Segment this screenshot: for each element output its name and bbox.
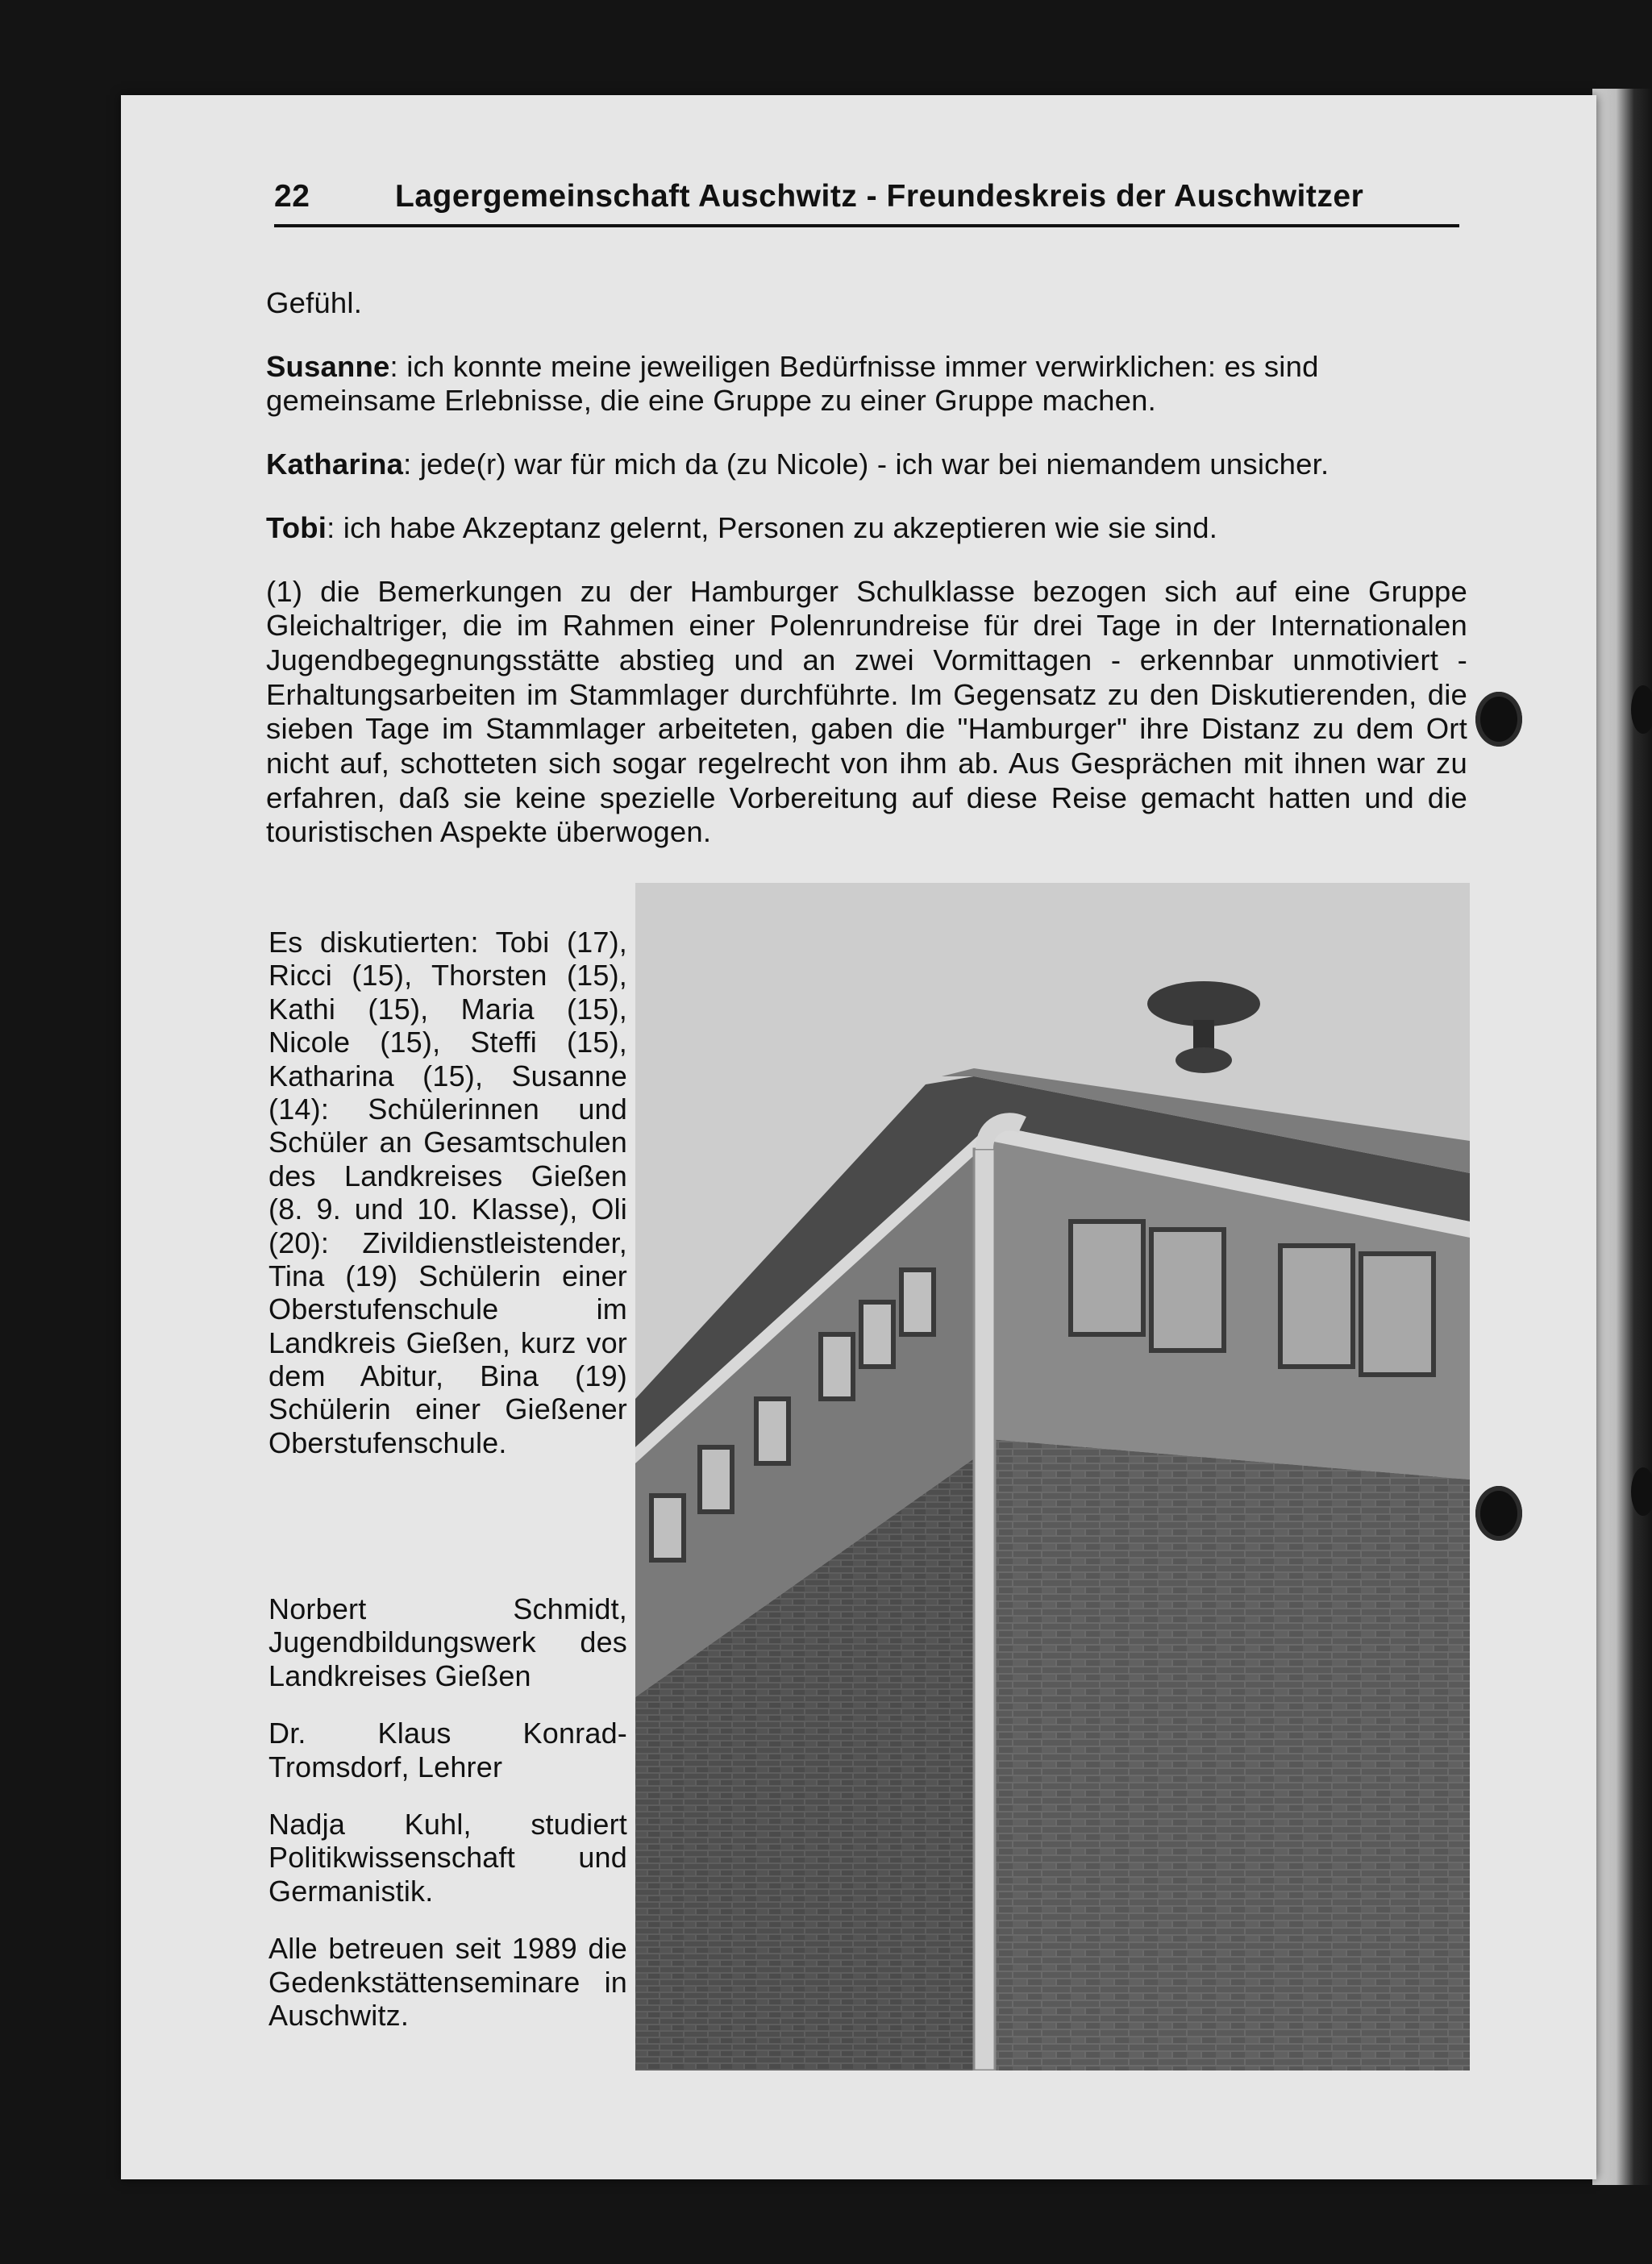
statement: : jede(r) war für mich da (zu Nicole) - ich war bei niemandem unsicher. (403, 447, 1330, 481)
speaker-name: Tobi (266, 510, 327, 544)
participants-list: Es diskutierten: Tobi (17), Ricci (15), Thorsten (15), Kathi (15), Maria (15), Nicole (15), Steffi (15), Katharina (15), Susanne (14): Schülerinnen und Schüler an Gesamtschulen des Landkreises Gießen (8. 9. und 10. Klasse), Oli (20): Zivildienstleistender, Tina (19) Schülerin einer Oberstufenschule im Landkreis Gießen, kurz vor dem Abitur, Bina (19) Schülerin einer Gießener Oberstufenschule. (268, 926, 627, 1459)
statement: : ich konnte meine jeweiligen Bedürfnisse immer verwirklichen: es sind gemeinsame Erlebnisse, die eine Gruppe zu einer Gruppe machen. (266, 349, 1319, 418)
footnote: (1) die Bemerkungen zu der Hamburger Schulklasse bezogen sich auf eine Gruppe Gleichaltriger, die im Rahmen einer Polenrundreise für drei Tage in der Internationalen Jugendbegegnungsstätte abstieg und an zwei Vormittagen - erkennbar unmotiviert - Erhaltungsarbeiten im Stammlager durchführte. Im Gegensatz zu den Diskutierenden, die sieben Tage im Stammlager arbeiteten, gaben die "Hamburger" ihre Distanz zu dem Ort nicht auf, schotteten sich sogar regelrecht von ihm ab. Aus Gesprächen mit ihnen war zu erfahren, daß sie keine spezielle Vorbereitung auf diese Reise gemacht hatten und die touristischen Aspekte überwogen. (266, 574, 1467, 849)
author-entry: Nadja Kuhl, studiert Politikwissenschaft und Germanistik. (268, 1807, 627, 1908)
punch-hole (1475, 692, 1522, 747)
edge-punch-hole (1631, 1467, 1652, 1516)
dialogue-line (266, 286, 1467, 321)
next-page-edge (1592, 89, 1652, 2185)
statement: : ich habe Akzeptanz gelernt, Personen zu akzeptieren wie sie sind. (327, 510, 1218, 544)
edge-punch-hole (1631, 685, 1652, 734)
author-entry: Dr. Klaus Konrad-Tromsdorf, Lehrer (268, 1717, 627, 1783)
speaker-name: Katharina (266, 447, 404, 481)
statement: Gefühl. (266, 286, 363, 319)
dialogue-line (266, 511, 1467, 546)
punch-hole (1475, 1486, 1522, 1541)
page-header (274, 179, 1459, 227)
authors-column (268, 1592, 627, 2056)
watchtower-photo (635, 883, 1470, 2070)
author-entry: Norbert Schmidt, Jugendbildungswerk des Landkreises Gießen (268, 1592, 627, 1692)
speaker-name: Susanne (266, 349, 390, 383)
main-text (266, 286, 1467, 879)
participants-column (268, 926, 627, 1484)
closing-note: Alle betreuen seit 1989 die Gedenkstättenseminare in Auschwitz. (268, 1932, 627, 2032)
running-title: Lagergemeinschaft Auschwitz - Freundeskreis der Auschwitzer (395, 179, 1364, 214)
dialogue-line (266, 447, 1467, 482)
dialogue-line (266, 350, 1467, 418)
page-number: 22 (274, 179, 310, 214)
